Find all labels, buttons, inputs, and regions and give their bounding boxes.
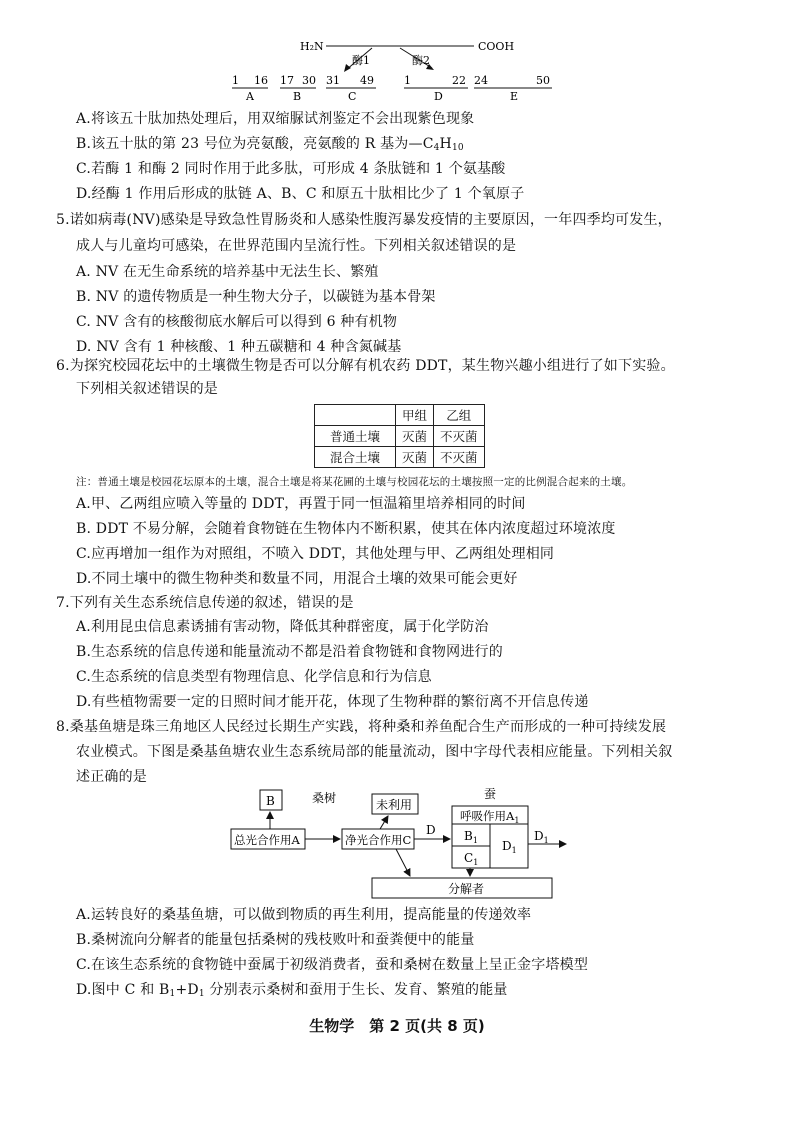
arrow-c-to-unused: [380, 816, 388, 829]
segment-d-start: 1: [404, 74, 411, 87]
table-cell: 混合土壤: [315, 447, 396, 468]
table-cell: 不灭菌: [434, 426, 485, 447]
segment-b-start: 17: [280, 74, 294, 87]
q8-stem-line3: 述正确的是: [76, 769, 147, 785]
q4-option-b: B.该五十肽的第 23 号位为亮氨酸，亮氨酸的 R 基为$—C_4H_{10}$: [76, 136, 464, 153]
q6-option-c: C.应再增加一组作为对照组，不喷入 DDT，其他处理与甲、乙两组处理相同: [76, 546, 555, 562]
gross-photosynthesis-label: 总光合作用A: [234, 833, 300, 847]
q7-option-d: D.有些植物需要一定的日照时间才能开花，体现了生物种群的繁衍离不开信息传递: [76, 694, 589, 710]
segment-e: [474, 74, 552, 103]
segment-e-label: E: [510, 90, 519, 103]
silkworm-label: 蚕: [484, 787, 497, 801]
q6-stem-line2: 下列相关叙述错误的是: [76, 381, 218, 397]
respiration-a1-label: 呼吸作用$A_1$: [460, 809, 520, 825]
segment-c-start: 31: [326, 74, 340, 87]
segment-e-end: 50: [536, 74, 550, 87]
segment-d: [404, 74, 468, 103]
unused-label: 未利用: [376, 798, 413, 812]
energy-flow-diagram: [0, 780, 794, 905]
c-terminus-label: COOH: [478, 40, 515, 53]
segment-a-end: 16: [254, 74, 268, 87]
q7-option-c: C.生态系统的信息类型有物理信息、化学信息和行为信息: [76, 669, 432, 685]
enzyme2-label: 酶2: [412, 54, 430, 67]
q4-option-a: A.将该五十肽加热处理后，用双缩脲试剂鉴定不会出现紫色现象: [76, 111, 475, 127]
q8-option-d: D.图中 C 和 $B_1+D_1$ 分别表示桑树和蚕用于生长、发育、繁殖的能量: [76, 982, 508, 999]
q6-option-a: A.甲、乙两组应喷入等量的 DDT，再置于同一恒温箱里培养相同的时间: [76, 496, 526, 512]
q4-option-c: C.若酶 1 和酶 2 同时作用于此多肽，可形成 4 条肽链和 1 个氨基酸: [76, 161, 506, 177]
table-header-cell: 乙组: [434, 405, 485, 426]
peptide-diagram: [0, 0, 794, 110]
q5-stem-line2: 成人与儿童均可感染，在世界范围内呈流行性。下列相关叙述错误的是: [76, 238, 517, 254]
enzyme1-label: 酶1: [352, 54, 370, 67]
table-header-cell: [315, 405, 396, 426]
net-photosynthesis-label: 净光合作用C: [345, 833, 412, 847]
q8-option-c: C.在该生态系统的食物链中蚕属于初级消费者，蚕和桑树在数量上呈正金字塔模型: [76, 957, 589, 973]
q8-stem-line1: 8.桑基鱼塘是珠三角地区人民经过长期生产实践，将种桑和养鱼配合生产而形成的一种可持续发展: [56, 719, 667, 735]
table-row: [315, 447, 485, 468]
segment-b: [280, 74, 316, 103]
table-cell: 不灭菌: [434, 447, 485, 468]
segment-d-label: D: [434, 90, 443, 103]
q5-stem-line1: 5.诺如病毒(NV)感染是导致急性胃肠炎和人感染性腹泻暴发疫情的主要原因，一年四季均可发生，: [56, 212, 672, 228]
q5-option-d: D. NV 含有 1 种核酸、1 种五碳糖和 4 种含氮碱基: [76, 339, 402, 355]
q8-option-b: B.桑树流向分解者的能量包括桑树的残枝败叶和蚕粪便中的能量: [76, 932, 475, 948]
table-header-cell: 甲组: [396, 405, 434, 426]
segment-d-end: 22: [452, 74, 466, 87]
box-b-label: B: [266, 794, 275, 808]
mulberry-label: 桑树: [312, 791, 337, 805]
n-terminus-label: H₂N: [300, 40, 324, 53]
segment-a-label: A: [246, 90, 254, 103]
b1-label: $B_1$: [464, 829, 478, 845]
table-cell: 普通土壤: [315, 426, 396, 447]
q7-option-a: A.利用昆虫信息素诱捕有害动物，降低其种群密度，属于化学防治: [76, 619, 489, 635]
q5-option-a: A. NV 在无生命系统的培养基中无法生长、繁殖: [76, 264, 379, 280]
segment-e-start: 24: [474, 74, 488, 87]
q6-table-note: 注：普通土壤是校园花坛原本的土壤，混合土壤是将某花圃的土壤与校园花坛的土壤按照一定的比例混合起来的土壤。: [76, 476, 633, 488]
arrow-c-to-decomposer: [396, 849, 410, 876]
d1-inner-label: $D_1$: [502, 839, 517, 855]
out-d1-label: $D_1$: [534, 829, 549, 845]
c1-label: $C_1$: [464, 851, 479, 867]
segment-c-label: C: [348, 90, 357, 103]
page-footer: 生物学 第 2 页(共 8 页): [309, 1017, 485, 1035]
segment-c: [326, 74, 376, 103]
decomposer-label: 分解者: [448, 882, 485, 896]
q6-experiment-table: [314, 404, 485, 468]
arrow-d-label: D: [426, 823, 436, 837]
q6-option-b: B. DDT 不易分解，会随着食物链在生物体内不断积累，使其在体内浓度超过环境浓度: [76, 521, 616, 537]
q8-stem-line2: 农业模式。下图是桑基鱼塘农业生态系统局部的能量流动，图中字母代表相应能量。下列相关叙: [76, 744, 673, 760]
q8-option-a: A.运转良好的桑基鱼塘，可以做到物质的再生利用，提高能量的传递效率: [76, 907, 532, 923]
table-cell: 灭菌: [396, 426, 434, 447]
table-row: [315, 426, 485, 447]
q5-option-b: B. NV 的遗传物质是一种生物大分子，以碳链为基本骨架: [76, 289, 436, 305]
enzyme1-arrowhead: [344, 64, 351, 72]
segment-b-end: 30: [302, 74, 316, 87]
segment-a: [232, 74, 268, 103]
table-cell: 灭菌: [396, 447, 434, 468]
q5-option-c: C. NV 含有的核酸彻底水解后可以得到 6 种有机物: [76, 314, 398, 330]
q4-option-d: D.经酶 1 作用后形成的肽链 A、B、C 和原五十肽相比少了 1 个氧原子: [76, 186, 525, 202]
segment-a-start: 1: [232, 74, 239, 87]
table-header-row: [315, 405, 485, 426]
q6-option-d: D.不同土壤中的微生物种类和数量不同，用混合土壤的效果可能会更好: [76, 571, 518, 587]
segment-b-label: B: [293, 90, 302, 103]
q7-option-b: B.生态系统的信息传递和能量流动不都是沿着食物链和食物网进行的: [76, 644, 503, 660]
q6-stem-line1: 6.为探究校园花坛中的土壤微生物是否可以分解有机农药 DDT，某生物兴趣小组进行了如下实验。: [56, 358, 675, 374]
q7-stem: 7.下列有关生态系统信息传递的叙述，错误的是: [56, 595, 354, 611]
segment-c-end: 49: [360, 74, 374, 87]
